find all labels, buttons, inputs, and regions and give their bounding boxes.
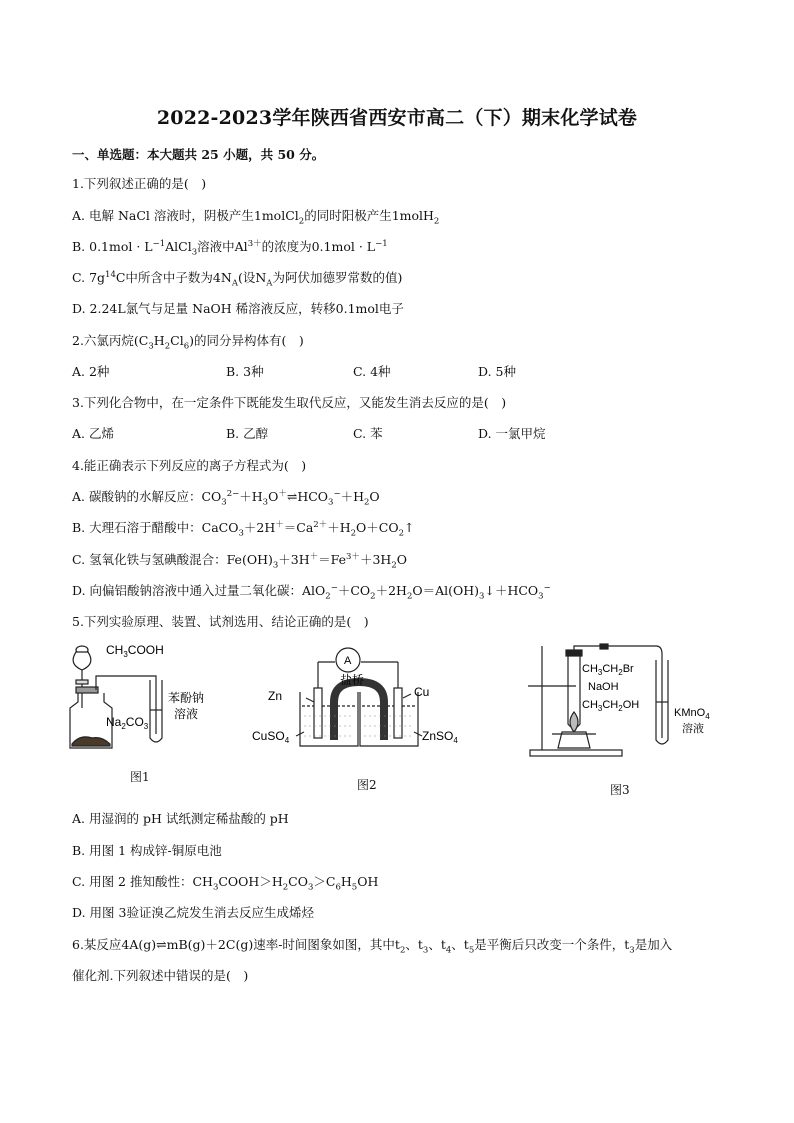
q1-option-c: C. $7g^{14}C$中所含中子数为$4N_A$(设$N_A$为阿伏加德罗常数的值): [72, 269, 403, 289]
q3-option-c: C. 苯: [353, 426, 383, 441]
fig2-salt-bridge-label: 盐桥: [340, 673, 365, 687]
q5-option-c: C. 用图 2 推知酸性：$CH_3COOH>H_2CO_3>C_6H_5OH$: [72, 874, 379, 893]
q5-option-a: A. 用湿润的 pH 试纸测定稀盐酸的 pH: [72, 811, 289, 826]
q2-option-c: C. 4种: [353, 364, 391, 379]
fig3-reagent-3: $CH_3CH_2OH$: [582, 699, 640, 713]
figure-3-caption: 图3: [610, 783, 630, 797]
fig2-right-electrode-label: Cu: [414, 685, 430, 699]
q4-stem: 4.能正确表示下列反应的离子方程式为( ): [72, 458, 307, 473]
figure-1-drawing: [62, 640, 252, 770]
q1-stem: 1.下列叙述正确的是( ): [72, 176, 207, 191]
fig3-tube-label-2: 溶液: [682, 723, 704, 735]
figure-2-caption: 图2: [357, 778, 377, 792]
figure-3-drawing: [522, 642, 744, 778]
fig2-ammeter-label: A: [344, 655, 352, 667]
fig1-flask-label: $Na_2CO_3$: [106, 715, 149, 731]
q3-option-b: B. 乙醇: [226, 426, 269, 441]
figure-1-caption: 图1: [130, 770, 150, 784]
q2-option-a: A. 2种: [72, 364, 110, 379]
fig1-tube-label-2: 溶液: [174, 707, 199, 721]
section-heading: 一、单选题：本大题共 25 小题，共 50 分。: [72, 147, 325, 162]
q6-stem-line-2: 催化剂.下列叙述中错误的是( ): [72, 968, 249, 983]
fig3-reagent-1: $CH_3CH_2Br$: [582, 663, 634, 677]
figure-3: [522, 642, 744, 778]
q5-stem: 5.下列实验原理、装置、试剂选用、结论正确的是( ): [72, 614, 369, 629]
figure-2: [248, 640, 468, 760]
q1-option-d: D. 2.24L氯气与足量 NaOH 稀溶液反应，转移0.1mol电子: [72, 301, 404, 316]
fig2-left-solution-label: CuSO$_4$: [252, 729, 290, 745]
q5-option-b: B. 用图 1 构成锌-铜原电池: [72, 843, 222, 858]
q3-option-d: D. 一氯甲烷: [478, 426, 546, 441]
q5-option-d: D. 用图 3验证溴乙烷发生消去反应生成烯烃: [72, 905, 314, 920]
fig1-reagent-top: $CH_3COOH$: [106, 643, 164, 659]
q1-option-b: B. $0.1mol \cdot L^{-1}AlCl_3$溶液中$Al^{3+}$的浓度为$0.1mol \cdot L^{-1}$: [72, 238, 388, 258]
fig2-left-electrode-label: Zn: [268, 689, 283, 703]
fig3-reagent-2: NaOH: [588, 681, 619, 693]
fig3-tube-label-1: KMnO$_4$: [674, 707, 710, 721]
figure-2-drawing: [248, 640, 468, 760]
q3-option-a: A. 乙烯: [72, 426, 114, 441]
fig1-tube-label-1: 苯酚钠: [168, 691, 205, 705]
q4-option-b: B. 大理石溶于醋酸中：$CaCO_3+2H^+=Ca^{2+}+H_2O+CO_2↑$: [72, 519, 415, 539]
q4-option-d: D. 向偏铝酸钠溶液中通入过量二氧化碳：$AlO_2^-+CO_2+2H_2O=Al(OH)_3↓+HCO_3^-$: [72, 582, 551, 602]
fig2-right-solution-label: ZnSO$_4$: [422, 729, 458, 745]
q3-stem: 3.下列化合物中，在一定条件下既能发生取代反应，又能发生消去反应的是( ): [72, 395, 507, 410]
q4-option-c: C. 氢氧化铁与氢碘酸混合：$Fe(OH)_3+3H^+=Fe^{3+}+3H_2O$: [72, 551, 407, 571]
q2-stem: 2.六氯丙烷$(C_3H_2Cl_6)$的同分异构体有( ): [72, 333, 304, 352]
page-title: 2022-2023学年陕西省西安市高二（下）期末化学试卷: [156, 107, 638, 129]
q1-option-a: A. 电解 NaCl 溶液时，阴极产生1molCl$_2$的同时阳极产生1molH$_2$: [72, 208, 440, 227]
q2-option-d: D. 5种: [478, 364, 516, 379]
figure-1: [62, 640, 252, 770]
q2-option-b: B. 3种: [226, 364, 264, 379]
q6-stem-line-1: 6.某反应4A(g)⇌mB(g)＋2C(g)速率-时间图象如图，其中$t_2$、$t_3$、$t_4$、$t_5$是平衡后只改变一个条件，$t_3$是加入: [72, 937, 673, 956]
q4-option-a: A. 碳酸钠的水解反应：$CO_3^{2-}+H_3O^+\rightleftharpoons HCO_3^-+H_2O$: [72, 488, 380, 508]
